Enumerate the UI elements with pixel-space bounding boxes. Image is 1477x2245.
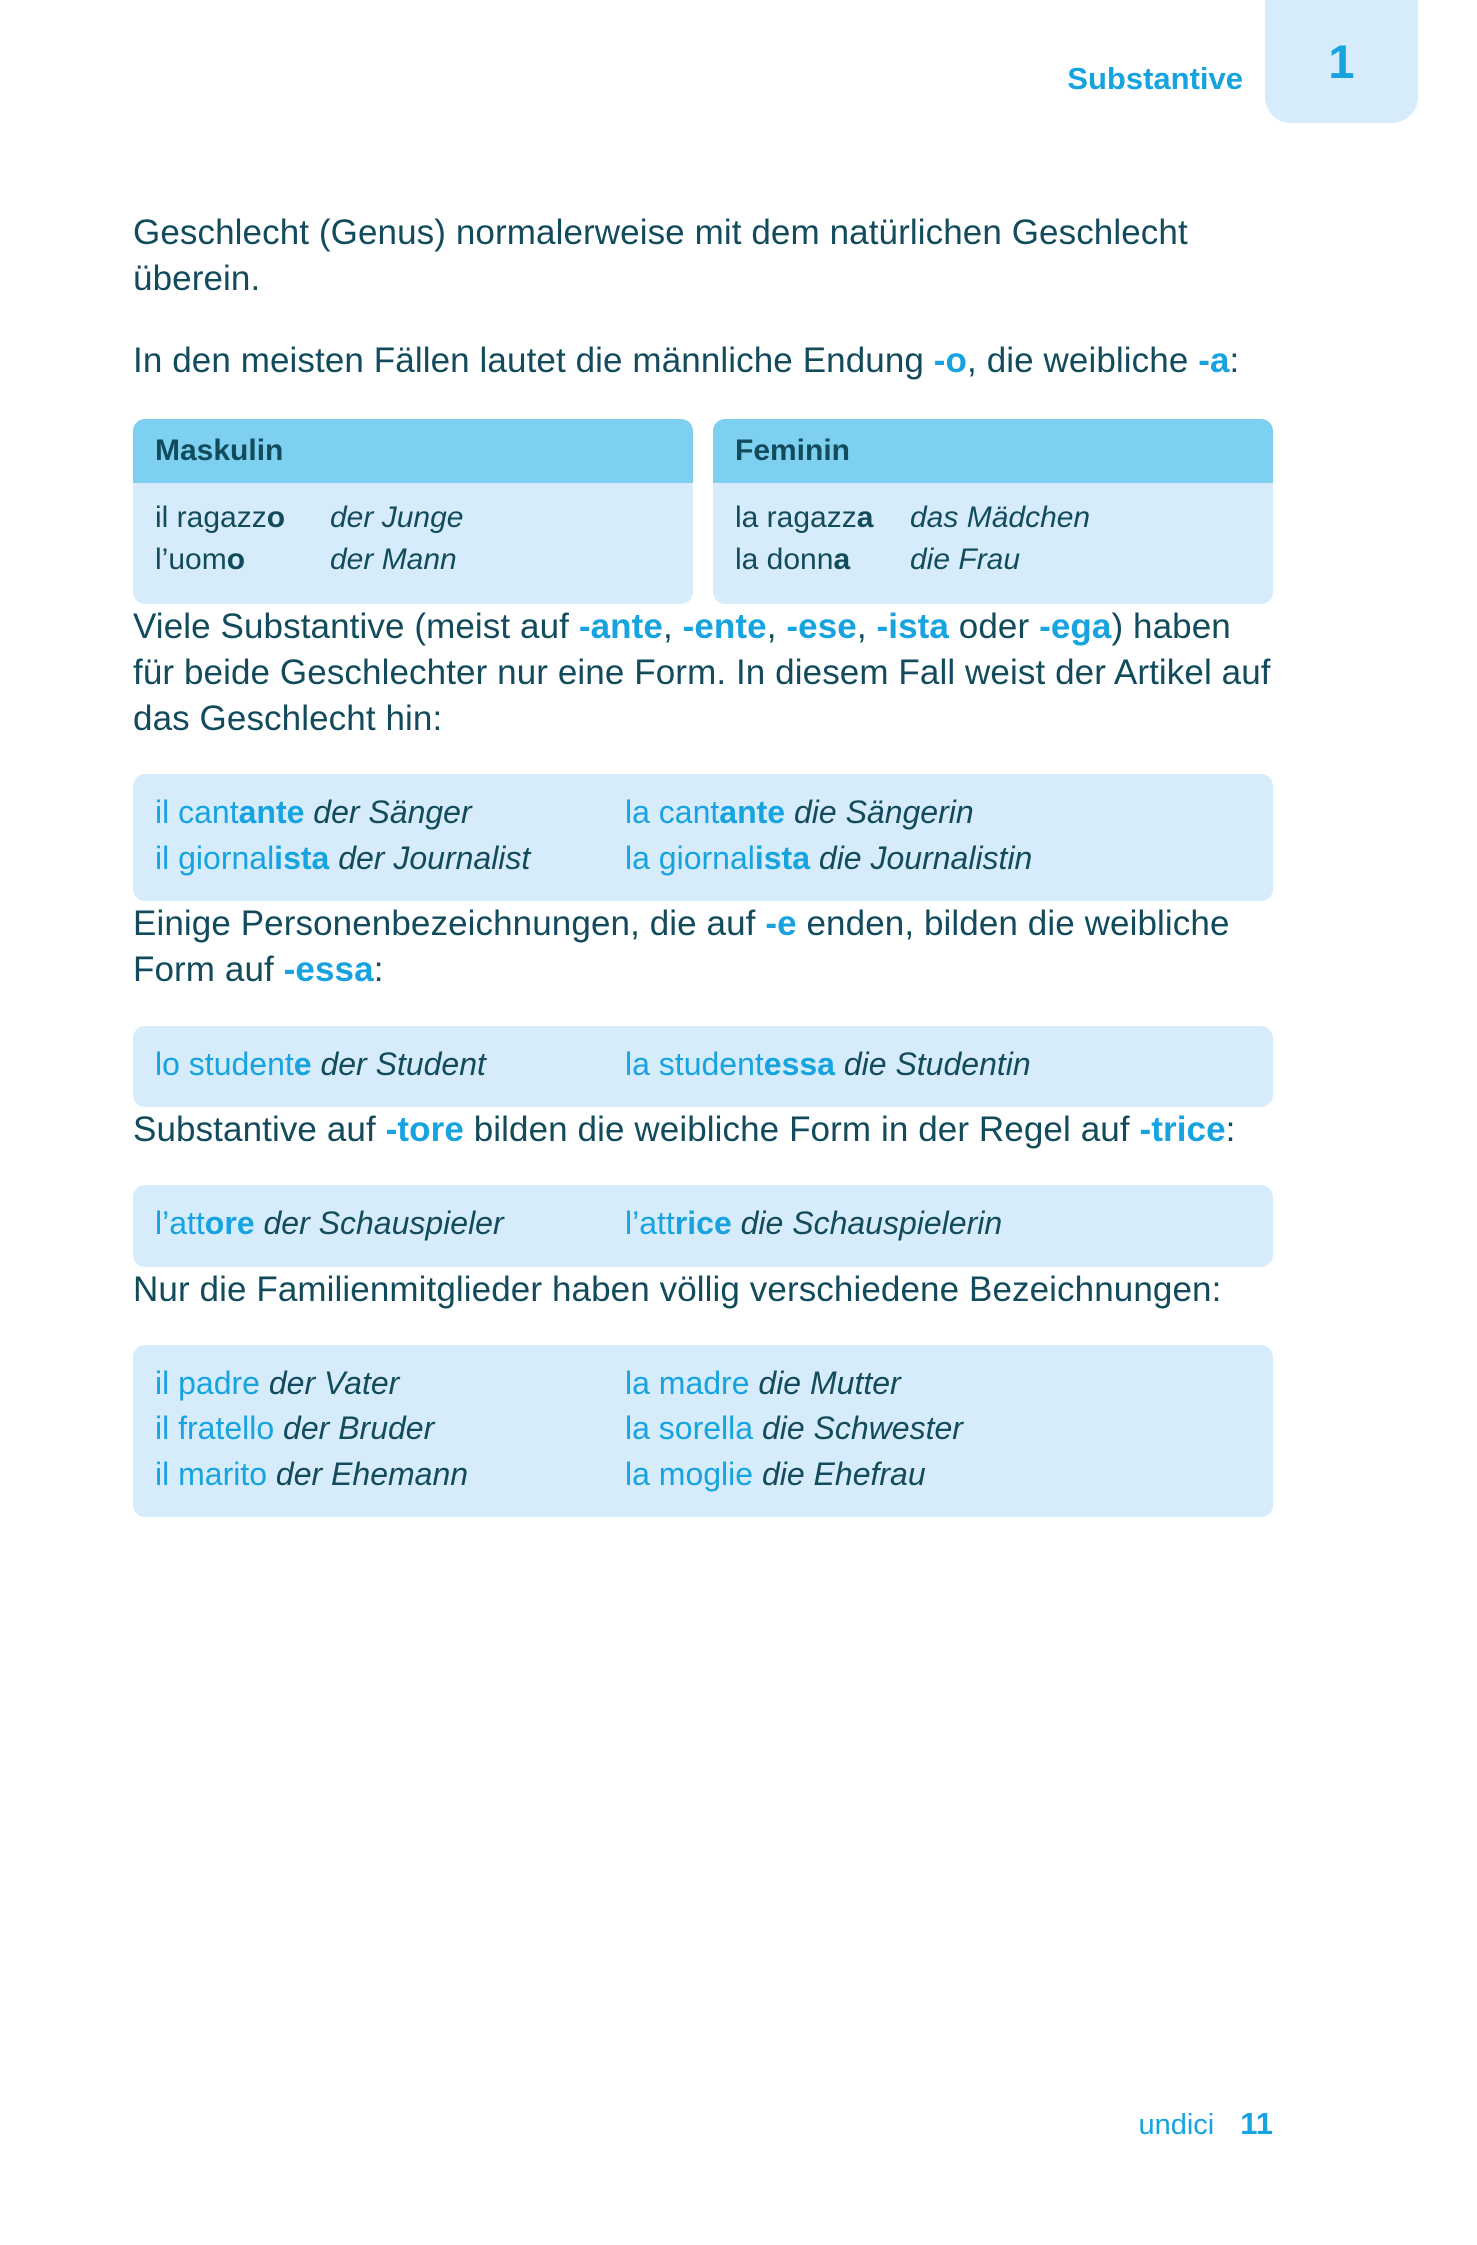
german-translation: der Junge <box>330 500 464 534</box>
italian-stem: il ragazz <box>155 500 267 534</box>
page-number: 11 <box>1240 2106 1273 2141</box>
ending-ega: -ega <box>1039 606 1112 646</box>
example-row <box>155 1406 1251 1451</box>
ending-e: -e <box>765 904 797 944</box>
example-box-famiglia <box>133 1345 1273 1517</box>
table-row <box>735 539 1251 582</box>
ending-o: -o <box>933 341 968 381</box>
table-row <box>735 497 1251 540</box>
ending-essa: -essa <box>283 950 374 990</box>
table-row <box>155 497 671 540</box>
german-translation: die Ehefrau <box>761 1455 926 1492</box>
italian-stem: la donn <box>735 543 834 577</box>
german-translation: die Journalistin <box>818 839 1033 876</box>
page-footer <box>133 2108 1273 2140</box>
ending-ista: -ista <box>876 606 949 646</box>
italian-term <box>735 539 910 582</box>
italian-ending: a <box>856 500 874 534</box>
italian-term <box>155 539 330 582</box>
italian-stem: la ragazz <box>735 500 857 534</box>
ending-ente: -ente <box>682 606 767 646</box>
german-translation: der Journalist <box>338 839 531 876</box>
italian-term <box>735 497 910 540</box>
italian-stem: il marito <box>155 1455 268 1492</box>
german-translation: der Bruder <box>283 1410 435 1447</box>
paragraph-rule-family <box>133 1267 1273 1313</box>
rule-common-part6: ) haben für beide Geschlechter nur eine Form. In diesem Fall weist der Artikel auf das Geschlecht hin: <box>133 606 1271 739</box>
italian-ending: o <box>266 500 286 534</box>
example-box-cantante <box>133 774 1273 901</box>
rule-o-a-part2: , die weibliche <box>967 341 1199 381</box>
rule-o-a-part3: : <box>1229 341 1240 381</box>
italian-stem: l’att <box>155 1205 205 1242</box>
example-row <box>155 1201 1251 1246</box>
italian-ending: ante <box>719 794 786 831</box>
gender-column-body-masculine <box>133 483 693 604</box>
german-translation: der Schauspieler <box>263 1205 504 1242</box>
example-row <box>155 1361 1251 1406</box>
gender-column-feminine <box>713 419 1273 604</box>
example-box-attore <box>133 1185 1273 1266</box>
page-content <box>133 210 1273 1517</box>
rule-trice-part2: bilden die weibliche Form in der Regel auf <box>463 1110 1140 1149</box>
example-cell-feminine <box>625 1406 963 1451</box>
italian-stem: l’uom <box>155 543 227 577</box>
gender-column-body-feminine <box>713 483 1273 604</box>
italian-ending: rice <box>674 1205 732 1242</box>
example-row <box>155 790 1251 835</box>
italian-stem: la giornal <box>625 839 755 876</box>
page-title: Substantive <box>1067 61 1243 96</box>
paragraph-rule-o-a <box>133 338 1273 384</box>
ending-ante: -ante <box>578 606 663 646</box>
rule-trice-part3: : <box>1225 1110 1236 1149</box>
rule-essa-part2: enden, bilden die weibliche Form auf <box>133 904 1230 990</box>
german-translation: das Mädchen <box>910 500 1091 534</box>
italian-ending: ante <box>238 794 305 831</box>
italian-stem: la moglie <box>625 1455 754 1492</box>
page-number-word: undici <box>1138 2109 1215 2141</box>
italian-ending: ore <box>204 1205 255 1242</box>
italian-ending: essa <box>763 1045 835 1082</box>
italian-ending: e <box>293 1045 312 1082</box>
rule-family-text: Nur die Familienmitglieder haben völlig verschiedene Bezeichnungen: <box>133 1269 1222 1309</box>
ending-a: -a <box>1198 341 1230 381</box>
rule-essa-part3: : <box>373 950 384 990</box>
example-cell-feminine <box>625 1361 901 1406</box>
italian-stem: il cant <box>155 794 239 831</box>
example-cell-feminine <box>625 836 1032 881</box>
example-row <box>155 836 1251 881</box>
paragraph-rule-trice <box>133 1107 1273 1153</box>
example-row <box>155 1042 1251 1087</box>
german-translation: die Studentin <box>843 1045 1031 1082</box>
italian-stem: la student <box>625 1045 764 1082</box>
example-box-studente <box>133 1026 1273 1107</box>
rule-essa-part1: Einige Personenbezeichnungen, die auf <box>133 904 766 944</box>
example-cell-masculine <box>155 1361 625 1406</box>
rule-o-a-part1: In den meisten Fällen lautet die männliche Endung <box>133 341 934 381</box>
page-header <box>0 0 1477 130</box>
table-row <box>155 539 671 582</box>
italian-stem: la cant <box>625 794 720 831</box>
example-cell-feminine <box>625 1452 926 1497</box>
rule-common-part4: , <box>856 606 877 646</box>
italian-ending: ista <box>754 839 810 876</box>
german-translation: die Mutter <box>758 1364 901 1401</box>
rule-trice-part1: Substantive auf <box>133 1110 386 1149</box>
italian-stem: lo student <box>155 1045 294 1082</box>
example-cell-masculine <box>155 1406 625 1451</box>
chapter-number: 1 <box>1328 35 1355 88</box>
italian-stem: il padre <box>155 1364 260 1401</box>
example-cell-masculine <box>155 836 625 881</box>
german-translation: der Sänger <box>313 794 472 831</box>
italian-ending: ista <box>274 839 330 876</box>
italian-stem: la madre <box>625 1364 750 1401</box>
paragraph-intro-text: Geschlecht (Genus) normalerweise mit dem natürlichen Geschlecht überein. <box>133 213 1188 299</box>
rule-common-part3: , <box>766 606 787 646</box>
example-cell-feminine <box>625 1042 1031 1087</box>
example-cell-masculine <box>155 1201 625 1246</box>
german-translation: die Schwester <box>761 1410 963 1447</box>
german-translation: die Schauspielerin <box>740 1205 1003 1242</box>
paragraph-rule-essa <box>133 901 1273 993</box>
example-cell-masculine <box>155 790 625 835</box>
paragraph-intro <box>133 210 1273 302</box>
chapter-tab <box>1265 0 1418 123</box>
german-translation: der Student <box>320 1045 486 1082</box>
gender-column-heading-masculine: Maskulin <box>133 419 693 483</box>
german-translation: der Mann <box>330 543 457 577</box>
example-cell-feminine <box>625 1201 1002 1246</box>
example-row <box>155 1452 1251 1497</box>
german-translation: der Vater <box>268 1364 400 1401</box>
gender-table <box>133 419 1273 604</box>
german-translation: die Sängerin <box>793 794 974 831</box>
german-translation: der Ehemann <box>275 1455 469 1492</box>
ending-trice: -trice <box>1139 1110 1226 1149</box>
ending-tore: -tore <box>385 1110 464 1149</box>
paragraph-rule-common <box>133 604 1273 743</box>
example-cell-masculine <box>155 1452 625 1497</box>
gender-column-heading-feminine: Feminin <box>713 419 1273 483</box>
ending-ese: -ese <box>786 606 857 646</box>
italian-stem: l’att <box>625 1205 675 1242</box>
rule-common-part1: Viele Substantive (meist auf <box>133 606 579 646</box>
rule-common-part2: , <box>662 606 683 646</box>
german-translation: die Frau <box>910 543 1021 577</box>
italian-stem: il giornal <box>155 839 275 876</box>
rule-common-part5: oder <box>948 606 1040 646</box>
example-cell-feminine <box>625 790 974 835</box>
italian-ending: a <box>833 543 851 577</box>
gender-column-masculine <box>133 419 693 604</box>
italian-stem: la sorella <box>625 1410 754 1447</box>
italian-term <box>155 497 330 540</box>
italian-ending: o <box>226 543 246 577</box>
example-cell-masculine <box>155 1042 625 1087</box>
italian-stem: il fratello <box>155 1410 275 1447</box>
